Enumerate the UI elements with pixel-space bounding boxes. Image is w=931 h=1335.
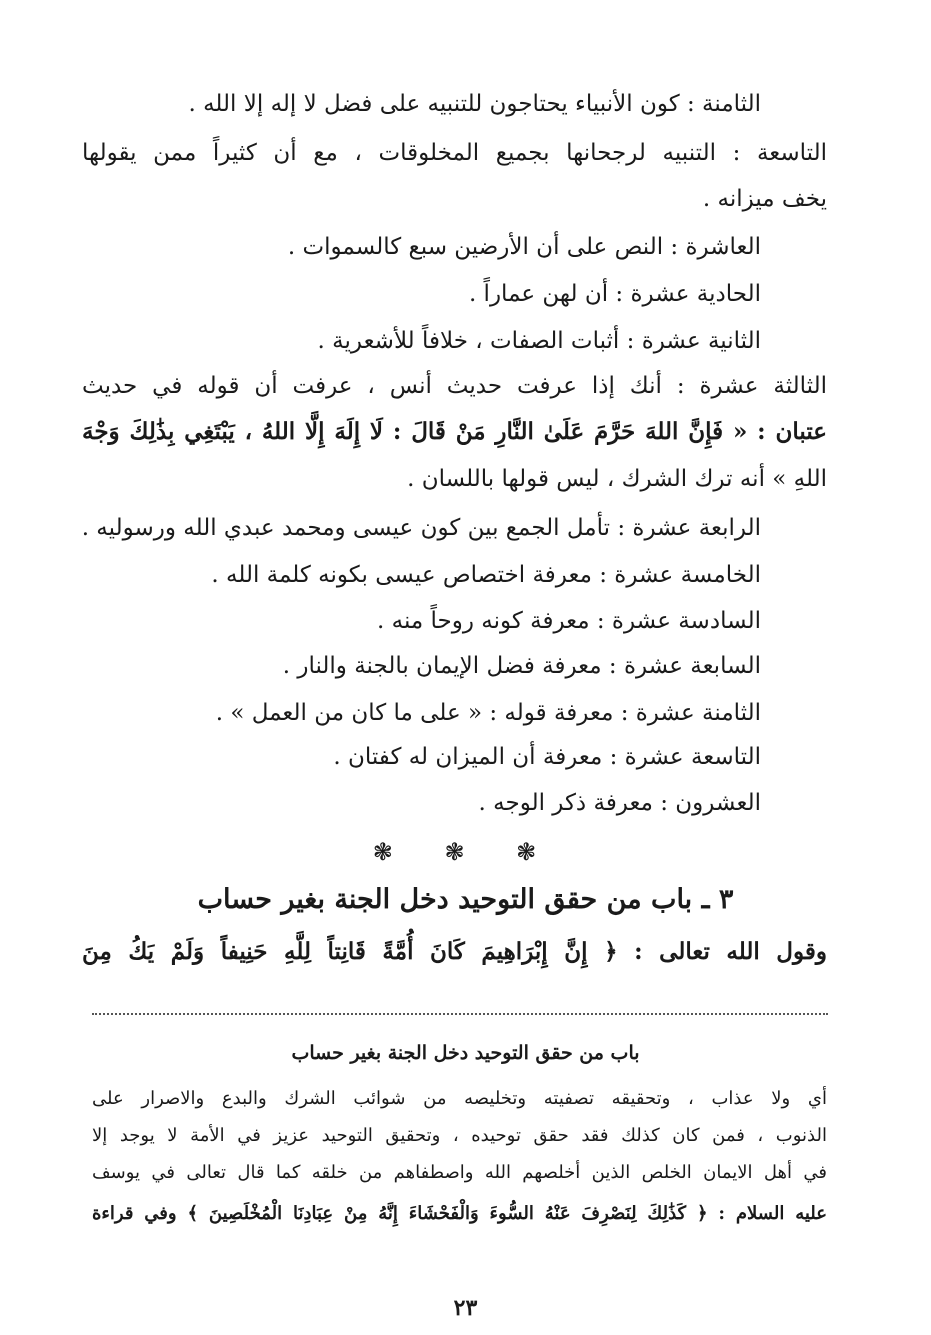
text-line-point-15: الخامسة عشرة : معرفة اختصاص عيسى بكونه كلمة الله . (211, 562, 761, 588)
text-line-hadith-continued: اللهِ » أنه ترك الشرك ، ليس قولها باللسان . (407, 466, 827, 492)
footnote-divider (92, 1013, 828, 1015)
page-number: ٢٣ (453, 1295, 478, 1321)
footnote-line: في أهل الايمان الخلص الذين أخلصهم الله واصطفاهم من خلقه كما قال تعالى في يوسف (92, 1162, 827, 1183)
text-line-point-18: الثامنة عشرة : معرفة قوله : « على ما كان من العمل » . (215, 700, 761, 726)
text-line-point-8: الثامنة : كون الأنبياء يحتاجون للتنبيه على فضل لا إله إلا الله . (188, 91, 761, 117)
text-line-point-19: التاسعة عشرة : معرفة أن الميزان له كفتان . (333, 744, 761, 770)
footnote-line: عليه السلام : ﴿ كَذَٰلِكَ لِنَصْرِفَ عَنْهُ السُّوءَ وَالْفَحْشَاءَ إِنَّهُ مِنْ عِبَادِنَا الْمُخْلَصِينَ ﴾ وفي قراءة (92, 1203, 827, 1224)
text-line-point-13: الثالثة عشرة : أنك إذا عرفت حديث أنس ، عرفت أن قوله في حديث (82, 373, 827, 399)
section-separator: ❃ ❃ ❃ (372, 838, 559, 866)
text-line-point-14: الرابعة عشرة : تأمل الجمع بين كون عيسى ومحمد عبدي الله ورسوليه . (81, 515, 761, 541)
text-line-point-17: السابعة عشرة : معرفة فضل الإيمان بالجنة والنار . (282, 653, 761, 679)
text-line-point-9-continued: يخف ميزانه . (702, 186, 827, 212)
text-line-hadith: عتبان : « فَإِنَّ اللهَ حَرَّمَ عَلَىٰ النَّارِ مَنْ قَالَ : لَا إِلَهَ إِلَّا اللهُ ، يَبْتَغِي بِذَٰلِكَ وَجْهَ (82, 418, 827, 445)
text-line-point-10: العاشرة : النص على أن الأرضين سبع كالسموات . (287, 234, 761, 260)
text-line-point-9: التاسعة : التنبيه لرجحانها بجميع المخلوقات ، مع أن كثيراً ممن يقولها (82, 140, 827, 166)
text-line-point-16: السادسة عشرة : معرفة كونه روحاً منه . (376, 608, 761, 634)
text-line-point-12: الثانية عشرة : أثبات الصفات ، خلافاً للأشعرية . (317, 328, 761, 354)
verse-line: وقول الله تعالى : ﴿ إِنَّ إِبْرَاهِيمَ كَانَ أُمَّةً قَانِتاً لِلَّهِ حَنِيفاً وَلَمْ يَكُ مِنَ (82, 938, 827, 965)
footnote-title: باب من حقق التوحيد دخل الجنة بغير حساب (291, 1042, 640, 1064)
text-line-point-20: العشرون : معرفة ذكر الوجه . (478, 790, 761, 816)
footnote-line: الذنوب ، فمن كان كذلك فقد حقق توحيده ، وتحقيق التوحيد عزيز في الأمة لا يوجد إلا (92, 1125, 827, 1146)
text-line-point-11: الحادية عشرة : أن لهن عماراً . (468, 281, 761, 307)
footnote-line: أي ولا عذاب ، وتحقيقه تصفيته وتخليصه من شوائب الشرك والبدع والاصرار على (92, 1088, 827, 1109)
chapter-heading: ٣ ـ باب من حقق التوحيد دخل الجنة بغير حساب (197, 884, 734, 915)
